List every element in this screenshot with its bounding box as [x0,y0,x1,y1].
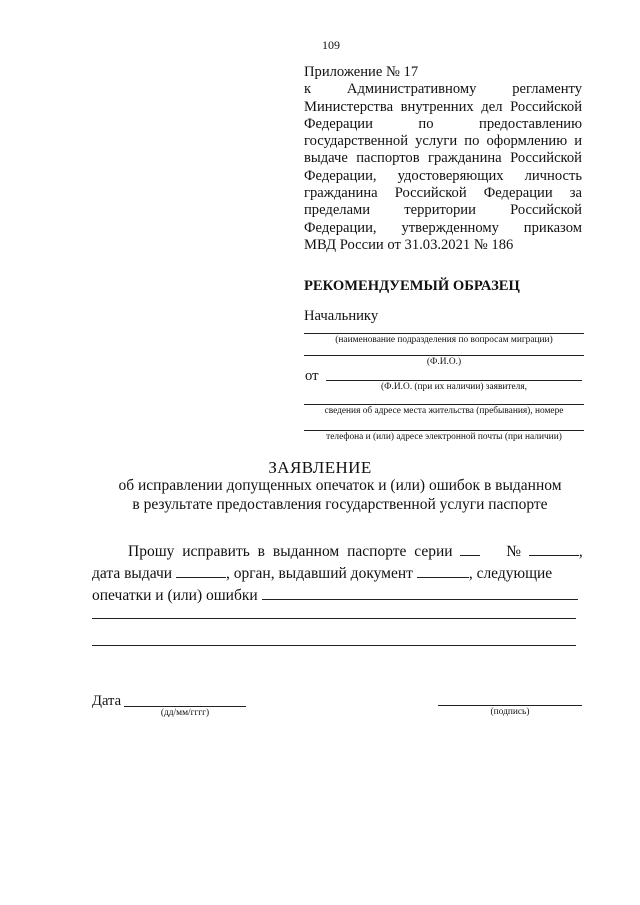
errors-continuation-line[interactable] [92,645,576,646]
errors-field[interactable] [262,585,578,600]
request-line-3 [92,585,578,605]
document-subtitle-line: в результате предоставления государственной услуги паспорте [132,496,548,513]
appendix-line: Федерации, утвержденному приказом [304,219,582,236]
request-text: Прошу исправить в выданном паспорте серии [128,543,453,560]
from-label: от [305,368,319,384]
contact-caption: телефона и (или) адресе электронной почты (при наличии) [326,432,562,442]
applicant-contact-line[interactable] [304,430,584,431]
applicant-address-line[interactable] [304,404,584,405]
signature-field[interactable] [438,705,582,706]
appendix-line: Министерства внутренних дел Российской [304,98,582,115]
chief-fio-line[interactable] [304,355,584,356]
date-format-caption: (дд/мм/гггг) [160,708,210,718]
errors-label: опечатки и (или) ошибки [92,587,258,604]
department-line[interactable] [304,333,584,334]
number-label: № [506,543,521,560]
applicant-caption: (Ф.И.О. (при их наличии) заявителя, [380,382,528,392]
appendix-line: Федерации, удостоверяющих личность [304,167,582,184]
appendix-line: государственной услуги по оформлению и [304,133,582,150]
sample-label: РЕКОМЕНДУЕМЫЙ ОБРАЗЕЦ [304,278,520,294]
document-title: ЗАЯВЛЕНИЕ [268,458,372,477]
address-caption: сведения об адресе места жительства (пребывания), номере [324,406,564,416]
passport-series-field[interactable] [460,541,480,556]
appendix-header [304,64,582,254]
request-line-2 [92,563,552,583]
appendix-line: МВД России от 31.03.2021 № 186 [304,236,514,253]
issue-date-field[interactable] [176,563,226,578]
errors-continuation-line[interactable] [92,618,576,619]
document-subtitle-line: об исправлении допущенных опечаток и (или) ошибок в выданном [118,477,562,494]
passport-number-field[interactable] [529,541,579,556]
appendix-line: пределами территории Российской [304,202,582,219]
department-caption: (наименование подразделения по вопросам миграции) [335,335,553,345]
issue-date-label: дата выдачи [92,565,173,582]
comma: , [578,543,583,560]
document-subtitle [100,476,580,514]
page-number: 109 [322,38,340,52]
following-label: , следующие [468,565,553,582]
appendix-line: гражданина Российской Федерации за [304,185,582,202]
authority-field[interactable] [417,563,469,578]
date-field[interactable] [124,706,246,707]
appendix-line: Федерации по предоставлению [304,115,582,132]
appendix-line: выдаче паспортов гражданина Российской [304,150,582,167]
fio-caption: (Ф.И.О.) [426,357,462,367]
appendix-line: Приложение № 17 [304,64,419,80]
date-label: Дата [92,693,122,709]
authority-label: , орган, выдавший документ [225,565,413,582]
appendix-line: к Административному регламенту [304,81,582,98]
signature-caption: (подпись) [490,707,530,717]
addressee-label: Начальнику [304,308,379,324]
applicant-fio-line[interactable] [326,380,582,381]
request-line-1 [128,541,583,561]
